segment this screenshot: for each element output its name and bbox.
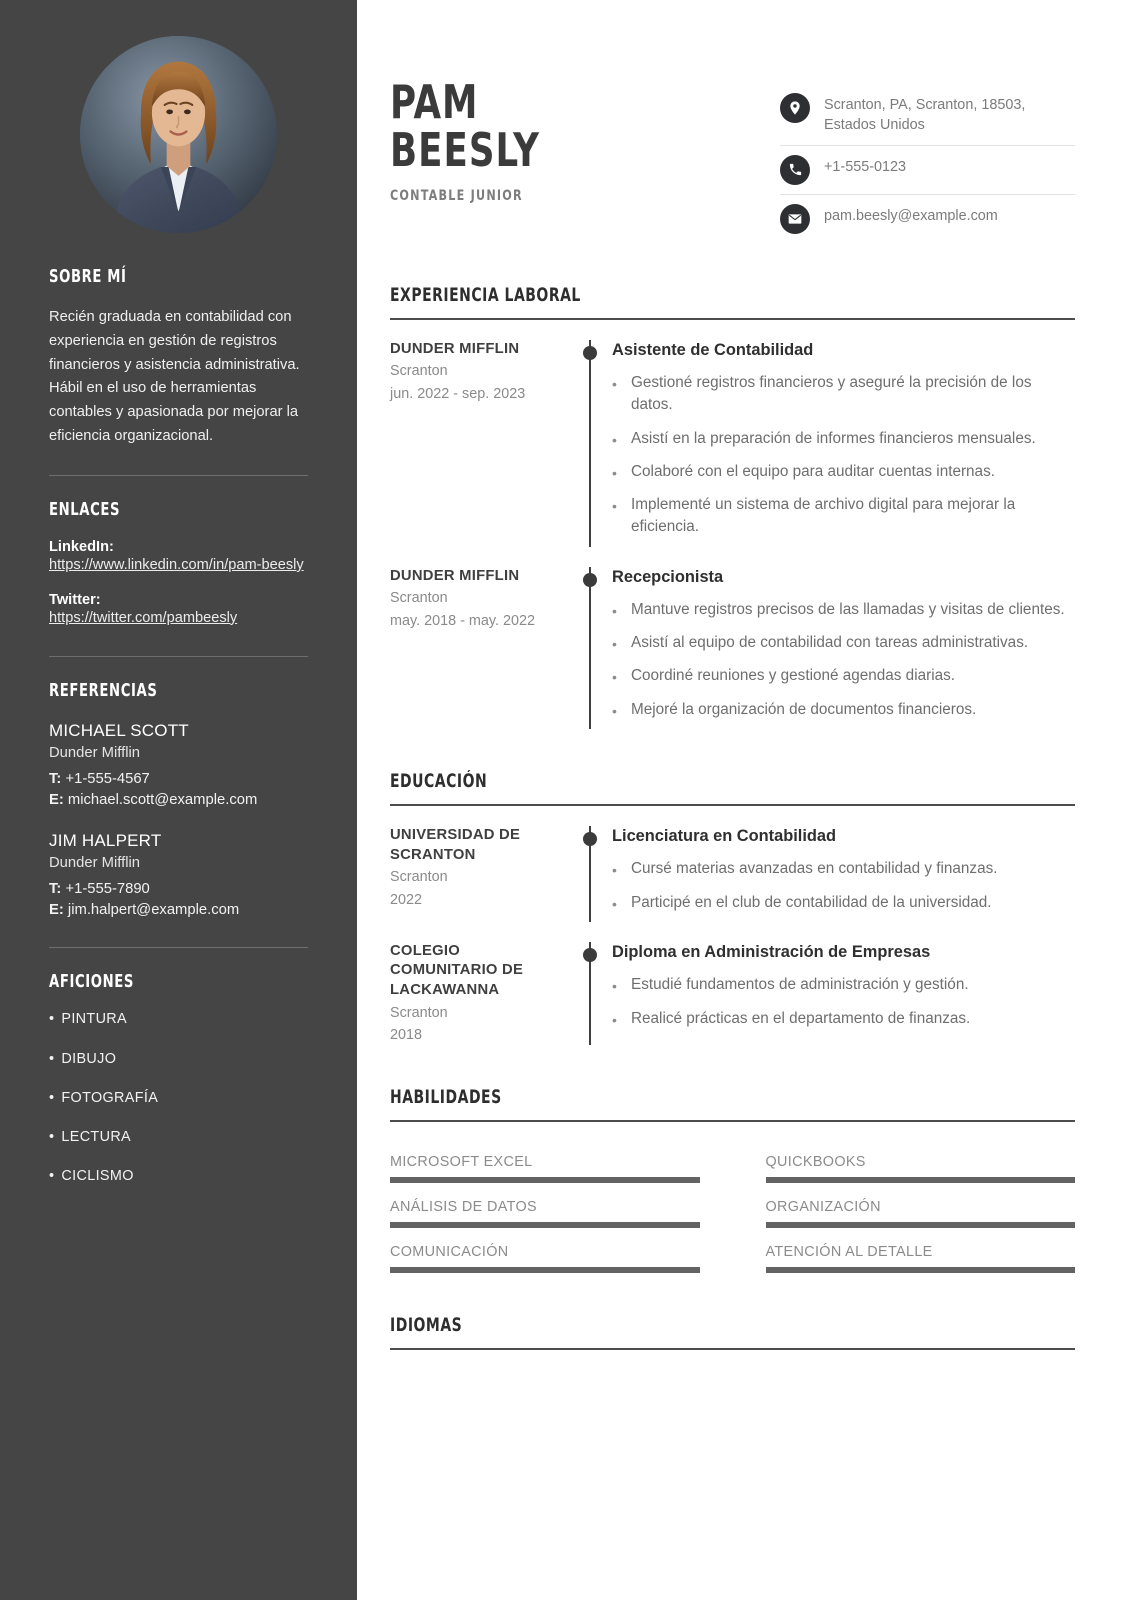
hobby-label: FOTOGRAFÍA bbox=[61, 1089, 159, 1106]
bullet-text: Asistí al equipo de contabilidad con tareas administrativas. bbox=[631, 634, 1029, 652]
bullet-icon: • bbox=[612, 464, 617, 481]
name-block bbox=[390, 75, 780, 204]
bullet-icon: • bbox=[49, 1129, 55, 1146]
reference-phone-label: T: bbox=[49, 770, 62, 787]
about-heading: SOBRE MÍ bbox=[49, 267, 127, 287]
header bbox=[390, 75, 1075, 243]
skill-label: ATENCIÓN AL DETALLE bbox=[765, 1244, 933, 1261]
phone-icon bbox=[780, 155, 810, 185]
reference-phone-value: +1-555-4567 bbox=[65, 770, 150, 787]
education-bullet bbox=[612, 858, 1075, 880]
experience-body bbox=[604, 567, 1075, 730]
profile-photo-wrap bbox=[49, 36, 308, 233]
bullet-icon: • bbox=[49, 1168, 55, 1185]
link-item bbox=[49, 539, 308, 577]
education-body bbox=[604, 942, 1075, 1046]
hobby-label: CICLISMO bbox=[61, 1168, 134, 1185]
bullet-text: Realicé prácticas en el departamento de finanzas. bbox=[631, 1009, 971, 1027]
reference-phone bbox=[49, 879, 308, 900]
bullet-text: Gestioné registros financieros y aseguré la precisión de los datos. bbox=[631, 374, 1032, 414]
about-text: Recién graduada en contabilidad con experiencia en gestión de registros financieros y asistencia administrativa. Hábil en el uso de herramientas contables y apasionada por mejorar la eficiencia organizacional. bbox=[49, 309, 300, 445]
contact-phone-value: +1-555-0123 bbox=[824, 158, 907, 175]
reference-phone-label: T: bbox=[49, 881, 62, 898]
education-meta bbox=[390, 826, 576, 922]
timeline-marker bbox=[576, 942, 604, 1046]
experience-meta bbox=[390, 567, 576, 730]
profile-photo-illustration bbox=[80, 36, 277, 233]
bullet-text: Asistí en la preparación de informes financieros mensuales. bbox=[631, 429, 1036, 447]
contact-phone bbox=[780, 146, 1075, 195]
education-meta bbox=[390, 942, 576, 1046]
experience-bullet bbox=[612, 699, 1075, 721]
section-divider bbox=[390, 1348, 1075, 1350]
experience-bullet bbox=[612, 372, 1075, 416]
timeline-dot bbox=[583, 346, 597, 360]
skill-item bbox=[390, 1199, 700, 1228]
education-bullet bbox=[612, 892, 1075, 914]
experience-location: Scranton bbox=[390, 363, 448, 380]
experience-dates: may. 2018 - may. 2022 bbox=[390, 612, 536, 629]
experience-dates: jun. 2022 - sep. 2023 bbox=[390, 385, 526, 402]
profile-photo bbox=[80, 36, 277, 233]
timeline-dot bbox=[583, 948, 597, 962]
education-bullet bbox=[612, 1008, 1075, 1030]
sidebar bbox=[0, 0, 357, 1600]
links-section bbox=[49, 500, 308, 630]
hobby-item bbox=[49, 1051, 308, 1068]
education-heading: EDUCACIÓN bbox=[390, 771, 488, 793]
skills-section bbox=[390, 1087, 1075, 1273]
link-label-twitter: Twitter: bbox=[49, 591, 101, 608]
hobby-item bbox=[49, 1090, 308, 1107]
hobby-item bbox=[49, 1129, 308, 1146]
skills-grid bbox=[390, 1140, 1075, 1273]
links-heading: ENLACES bbox=[49, 499, 121, 520]
bullet-icon: • bbox=[612, 498, 617, 515]
experience-bullet bbox=[612, 494, 1075, 538]
skill-track bbox=[390, 1177, 700, 1183]
link-label-linkedin: LinkedIn: bbox=[49, 538, 114, 555]
sidebar-divider bbox=[49, 947, 308, 948]
reference-email-label: E: bbox=[49, 791, 64, 808]
hobbies-section bbox=[49, 972, 308, 1185]
education-body bbox=[604, 826, 1075, 922]
section-divider bbox=[390, 1120, 1075, 1122]
reference-email-value: michael.scott@example.com bbox=[67, 791, 258, 808]
contact-address bbox=[780, 84, 1075, 146]
last-name: BEESLY bbox=[390, 123, 540, 178]
about-section bbox=[49, 267, 308, 449]
reference-email bbox=[49, 900, 308, 921]
skill-label: COMUNICACIÓN bbox=[390, 1244, 509, 1261]
experience-section bbox=[390, 285, 1075, 729]
bullet-text: Colaboré con el equipo para auditar cuentas internas. bbox=[631, 462, 995, 480]
skill-track bbox=[766, 1222, 1076, 1228]
experience-bullet bbox=[612, 461, 1075, 483]
hobby-label: DIBUJO bbox=[61, 1050, 117, 1067]
education-location: Scranton bbox=[390, 1004, 448, 1021]
bullet-icon: • bbox=[612, 669, 617, 686]
bullet-text: Coordiné reuniones y gestioné agendas diarias. bbox=[631, 667, 955, 685]
education-title: Diploma en Administración de Empresas bbox=[612, 942, 931, 961]
education-item bbox=[390, 922, 1075, 1046]
sidebar-divider bbox=[49, 475, 308, 476]
skills-column-left bbox=[390, 1140, 700, 1273]
first-name: PAM bbox=[390, 75, 479, 129]
education-bullet bbox=[612, 974, 1075, 996]
timeline-marker bbox=[576, 826, 604, 922]
experience-body bbox=[604, 340, 1075, 547]
experience-location: Scranton bbox=[390, 590, 448, 607]
education-dates: 2018 bbox=[390, 1027, 423, 1043]
bullet-icon: • bbox=[49, 1089, 55, 1106]
timeline-marker bbox=[576, 567, 604, 730]
timeline-marker bbox=[576, 340, 604, 547]
skill-track bbox=[766, 1267, 1076, 1273]
education-item bbox=[390, 806, 1075, 922]
bullet-icon: • bbox=[612, 602, 617, 619]
experience-bullet bbox=[612, 632, 1075, 654]
reference-item bbox=[49, 720, 308, 811]
envelope-icon bbox=[780, 204, 810, 234]
skill-item bbox=[766, 1244, 1076, 1273]
bullet-icon: • bbox=[612, 431, 617, 448]
education-dates: 2022 bbox=[390, 891, 423, 908]
skill-fill bbox=[390, 1177, 700, 1183]
sidebar-divider bbox=[49, 656, 308, 657]
references-section bbox=[49, 681, 308, 922]
main-content bbox=[357, 0, 1130, 1600]
experience-title: Asistente de Contabilidad bbox=[612, 340, 814, 359]
bullet-text: Participé en el club de contabilidad de la universidad. bbox=[631, 893, 992, 911]
skill-fill bbox=[766, 1267, 1076, 1273]
references-heading: REFERENCIAS bbox=[49, 680, 158, 701]
bullet-text: Estudié fundamentos de administración y gestión. bbox=[631, 976, 969, 994]
skill-label: ORGANIZACIÓN bbox=[765, 1199, 881, 1216]
hobbies-heading: AFICIONES bbox=[49, 972, 134, 993]
languages-section bbox=[390, 1315, 1075, 1350]
reference-phone bbox=[49, 769, 308, 790]
reference-email-label: E: bbox=[49, 902, 64, 919]
reference-org: Dunder Mifflin bbox=[49, 855, 141, 872]
bullet-icon: • bbox=[612, 376, 617, 393]
experience-bullet bbox=[612, 599, 1075, 621]
timeline-dot bbox=[583, 573, 597, 587]
location-pin-icon bbox=[780, 93, 810, 123]
skill-item bbox=[766, 1154, 1076, 1183]
bullet-icon: • bbox=[49, 1050, 55, 1067]
skills-column-right bbox=[766, 1140, 1076, 1273]
hobby-item bbox=[49, 1011, 308, 1028]
experience-item bbox=[390, 547, 1075, 730]
experience-heading: EXPERIENCIA LABORAL bbox=[390, 284, 581, 306]
skill-item bbox=[390, 1244, 700, 1273]
reference-name: JIM HALPERT bbox=[49, 830, 162, 850]
bullet-icon: • bbox=[612, 895, 617, 912]
skills-heading: HABILIDADES bbox=[390, 1087, 502, 1109]
skill-fill bbox=[390, 1267, 700, 1273]
contact-email bbox=[780, 195, 1075, 243]
education-location: Scranton bbox=[390, 869, 448, 886]
experience-org: DUNDER MIFFLIN bbox=[390, 567, 520, 584]
skill-label: QUICKBOOKS bbox=[765, 1154, 866, 1171]
experience-bullet bbox=[612, 665, 1075, 687]
reference-email-value: jim.halpert@example.com bbox=[67, 902, 240, 919]
education-section bbox=[390, 771, 1075, 1045]
skill-fill bbox=[390, 1222, 700, 1228]
education-org: UNIVERSIDAD DE SCRANTON bbox=[390, 827, 521, 863]
bullet-text: Implementé un sistema de archivo digital para mejorar la eficiencia. bbox=[631, 496, 1016, 536]
skill-track bbox=[390, 1267, 700, 1273]
timeline-line bbox=[589, 567, 591, 730]
contact-address-value: Scranton, PA, Scranton, 18503, Estados Unidos bbox=[824, 97, 1026, 134]
skill-track bbox=[390, 1222, 700, 1228]
skill-label: MICROSOFT EXCEL bbox=[390, 1154, 533, 1171]
skill-item bbox=[766, 1199, 1076, 1228]
education-org: COLEGIO COMUNITARIO DE LACKAWANNA bbox=[390, 942, 524, 999]
hobby-label: PINTURA bbox=[61, 1011, 128, 1028]
hobby-item bbox=[49, 1168, 308, 1185]
timeline-dot bbox=[583, 832, 597, 846]
languages-heading: IDIOMAS bbox=[390, 1315, 463, 1337]
bullet-icon: • bbox=[612, 862, 617, 879]
experience-bullet bbox=[612, 428, 1075, 450]
bullet-icon: • bbox=[612, 1011, 617, 1028]
reference-phone-value: +1-555-7890 bbox=[65, 881, 150, 898]
bullet-icon: • bbox=[49, 1011, 55, 1028]
bullet-text: Mantuve registros precisos de las llamadas y visitas de clientes. bbox=[631, 600, 1065, 618]
bullet-icon: • bbox=[612, 978, 617, 995]
skill-fill bbox=[766, 1177, 1076, 1183]
skill-track bbox=[766, 1177, 1076, 1183]
experience-item bbox=[390, 320, 1075, 547]
education-title: Licenciatura en Contabilidad bbox=[612, 827, 837, 846]
hobby-label: LECTURA bbox=[61, 1129, 132, 1146]
reference-org: Dunder Mifflin bbox=[49, 744, 141, 761]
reference-name: MICHAEL SCOTT bbox=[49, 720, 189, 740]
reference-email bbox=[49, 790, 308, 811]
link-item bbox=[49, 592, 308, 630]
reference-item bbox=[49, 830, 308, 921]
bullet-text: Cursé materias avanzadas en contabilidad y finanzas. bbox=[631, 860, 998, 878]
bullet-icon: • bbox=[612, 636, 617, 653]
experience-org: DUNDER MIFFLIN bbox=[390, 340, 520, 357]
experience-meta bbox=[390, 340, 576, 547]
job-title: CONTABLE JUNIOR bbox=[390, 187, 523, 204]
skill-label: ANÁLISIS DE DATOS bbox=[390, 1199, 537, 1216]
contact-email-value: pam.beesly@example.com bbox=[824, 207, 998, 224]
experience-title: Recepcionista bbox=[612, 567, 724, 586]
skill-fill bbox=[766, 1222, 1076, 1228]
skill-item bbox=[390, 1154, 700, 1183]
bullet-text: Mejoré la organización de documentos financieros. bbox=[631, 700, 977, 718]
link-url-twitter[interactable]: https://twitter.com/pambeesly bbox=[49, 609, 238, 626]
timeline-line bbox=[589, 340, 591, 547]
contact-list bbox=[780, 84, 1075, 243]
bullet-icon: • bbox=[612, 702, 617, 719]
link-url-linkedin[interactable]: https://www.linkedin.com/in/pam-beesly bbox=[49, 556, 304, 573]
